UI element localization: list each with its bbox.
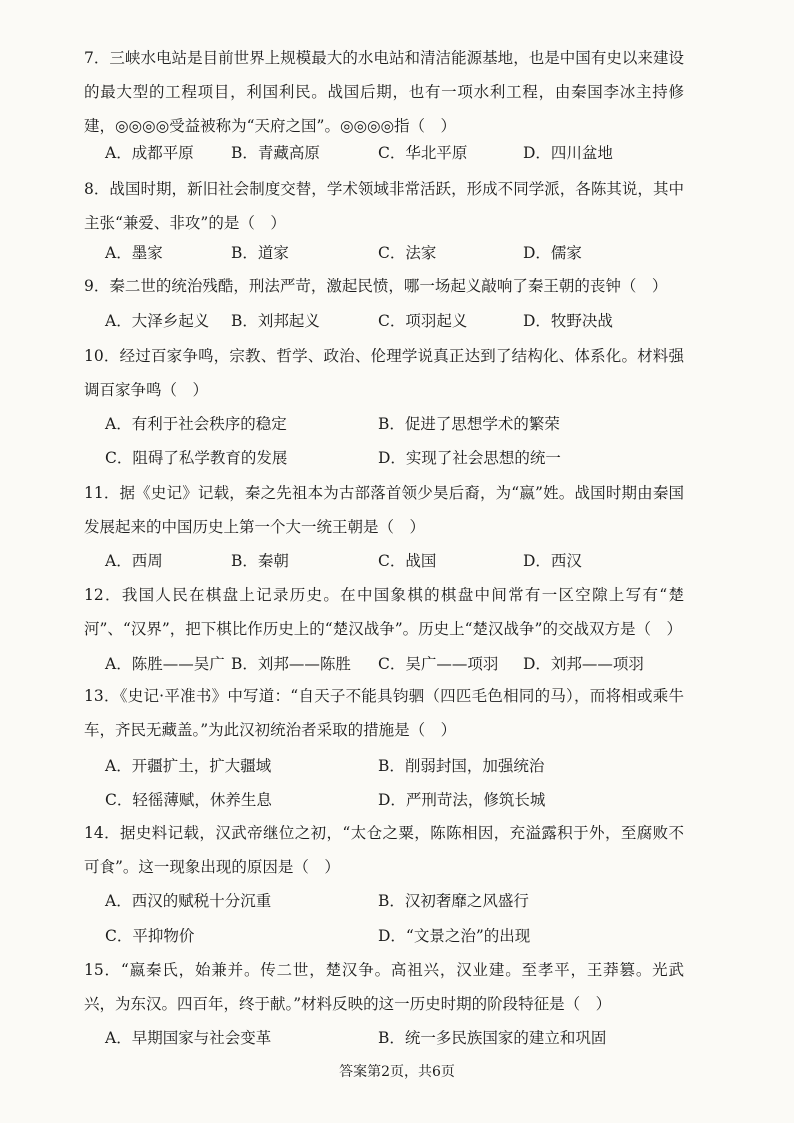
question-13-option-c: C．轻徭薄赋，休养生息 [105,791,272,809]
question-8-option-d: D．儒家 [523,244,582,262]
question-7-option-a: A．成都平原 [105,144,194,162]
question-13-option-d: D．严刑苛法，修筑长城 [378,791,546,809]
question-9-option-d: D．牧野决战 [523,312,613,330]
question-9-stem: 9．秦二世的统治残酷，刑法严苛，激起民愤，哪一场起义敲响了秦王朝的丧钟（ ） [84,277,668,295]
question-11-option-c: C．战国 [378,552,437,570]
question-13-stem: 13．《史记·平准书》中写道：“自天子不能具钧驷（四匹毛色相同的马），而将相或乘牛车，齐民无藏盖。”为此汉初统治者采取的措施是（ ） [84,687,684,739]
question-9-option-a: A．大泽乡起义 [105,312,210,330]
question-7-option-c: C．华北平原 [378,144,468,162]
question-12-option-b: B．刘邦——陈胜 [231,655,351,673]
question-9-option-b: B．刘邦起义 [231,312,320,330]
question-12-option-a: A．陈胜——吴广 [105,655,225,673]
question-12-stem: 12．我国人民在棋盘上记录历史。在中国象棋的棋盘中间常有一区空隙上写有“楚河”、“汉界”，把下棋比作历史上的“楚汉战争”。历史上“楚汉战争”的交战双方是（ ） [84,586,684,638]
question-15-stem: 15．“嬴秦氏，始兼并。传二世，楚汉争。高祖兴，汉业建。至孝平，王莽篡。光武兴，为东汉。四百年，终于献。”材料反映的这一历史时期的阶段特征是（ ） [84,961,684,1013]
question-10-stem: 10．经过百家争鸣，宗教、哲学、政治、伦理学说真正达到了结构化、体系化。材料强调百家争鸣（ ） [84,347,684,399]
page-footer: 答案第2页，共6页 [339,1064,455,1080]
question-7-option-b: B．青藏高原 [231,144,320,162]
question-7-option-d: D．四川盆地 [523,144,613,162]
question-13-option-b: B．削弱封国，加强统治 [378,757,545,775]
question-15-option-b: B．统一多民族国家的建立和巩固 [378,1029,607,1047]
question-11-option-a: A．西周 [105,552,163,570]
question-8-stem: 8．战国时期，新旧社会制度交替，学术领域非常活跃，形成不同学派，各陈其说，其中主张“兼爱、非攻”的是（ ） [84,180,684,232]
question-15-option-a: A．早期国家与社会变革 [105,1029,272,1047]
question-14-option-d: D．“文景之治”的出现 [378,927,531,945]
question-10-option-d: D．实现了社会思想的统一 [378,449,561,467]
question-14-option-b: B．汉初奢靡之风盛行 [378,892,529,910]
question-10-option-a: A．有利于社会秩序的稳定 [105,415,287,433]
question-13-option-a: A．开疆扩土，扩大疆域 [105,757,272,775]
question-11-option-d: D．西汉 [523,552,582,570]
question-11-option-b: B．秦朝 [231,552,289,570]
question-9-option-c: C．项羽起义 [378,312,468,330]
question-8-option-c: C．法家 [378,244,437,262]
question-10-option-b: B．促进了思想学术的繁荣 [378,415,560,433]
question-8-option-a: A．墨家 [105,244,163,262]
question-7-stem: 7．三峡水电站是目前世界上规模最大的水电站和清洁能源基地，也是中国有史以来建设的最大型的工程项目，利国利民。战国后期，也有一项水利工程，由秦国李冰主持修建，◎◎◎◎受益被称为“天府之国”。◎◎◎◎指（ ） [84,49,684,135]
question-14-option-a: A．西汉的赋税十分沉重 [105,892,272,910]
question-12-option-d: D．刘邦——项羽 [523,655,644,673]
question-14-option-c: C．平抑物价 [105,927,195,945]
question-8-option-b: B．道家 [231,244,289,262]
question-11-stem: 11．据《史记》记载，秦之先祖本为古部落首领少昊后裔，为“嬴”姓。战国时期由秦国发展起来的中国历史上第一个大一统王朝是（ ） [84,484,684,536]
question-10-option-c: C．阻碍了私学教育的发展 [105,449,288,467]
question-14-stem: 14．据史料记载，汉武帝继位之初，“太仓之粟，陈陈相因，充溢露积于外，至腐败不可食”。这一现象出现的原因是（ ） [84,824,684,876]
question-12-option-c: C．吴广——项羽 [378,655,499,673]
